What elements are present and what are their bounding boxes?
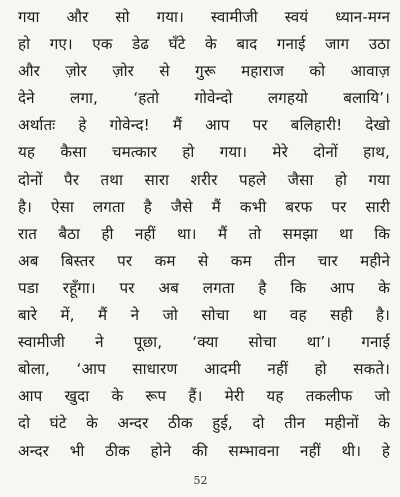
text-line-14: बोला, ‘आप साधारण आदमी नहीं हो सकते। [18, 360, 390, 379]
text-line-17: अन्दर भी ठीक होने की सम्भावना नहीं थी। हे [18, 441, 390, 460]
text-line-2: हो गए। एक डेढ घँटे के बाद गनाई जाग उठा [18, 35, 390, 54]
text-line-16: दो घंटे के अन्दर ठीक हुई, दो तीन महीनों के [18, 414, 390, 433]
text-line-9: रात बैठा ही नहीं था। मैं तो समझा था कि [18, 224, 390, 243]
text-line-15: आप खुदा के रूप हैं। मेरी यह तकलीफ जो [18, 387, 390, 406]
text-line-6: यह कैसा चमत्कार हो गया। मेरे दोनों हाथ, [18, 143, 390, 162]
text-line-12: बारे में, मैं ने जो सोचा था वह सही है। [18, 306, 390, 325]
text-line-8: है। ऐसा लगता है जैसे मैं कभी बरफ पर सारी [18, 197, 390, 216]
text-line-11: पडा रहूँगा। पर अब लगता है कि आप के [18, 278, 390, 297]
text-line-4: देने लगा, ‘हतो गोवेन्दो लगहयो बलायि’। [18, 89, 390, 108]
text-line-7: दोनों पैर तथा सारा शरीर पहले जैसा हो गया [18, 170, 390, 189]
page-number: 52 [193, 474, 208, 487]
text-line-13: स्वामीजी ने पूछा, ‘क्या सोचा था’। गनाई [18, 333, 390, 352]
text-line-10: अब बिस्तर पर कम से कम तीन चार महीने [18, 251, 390, 270]
text-line-5: अर्थातः हे गोवेन्द! मैं आप पर बलिहारी! देखो [18, 116, 390, 135]
page-body-text [18, 4, 390, 465]
text-line-1: गया और सो गया। स्वामीजी स्वयं ध्यान-मग्न [18, 8, 390, 26]
text-line-3: और ज़ोर ज़ोर से गुरू महाराज को आवाज़ [18, 62, 390, 81]
